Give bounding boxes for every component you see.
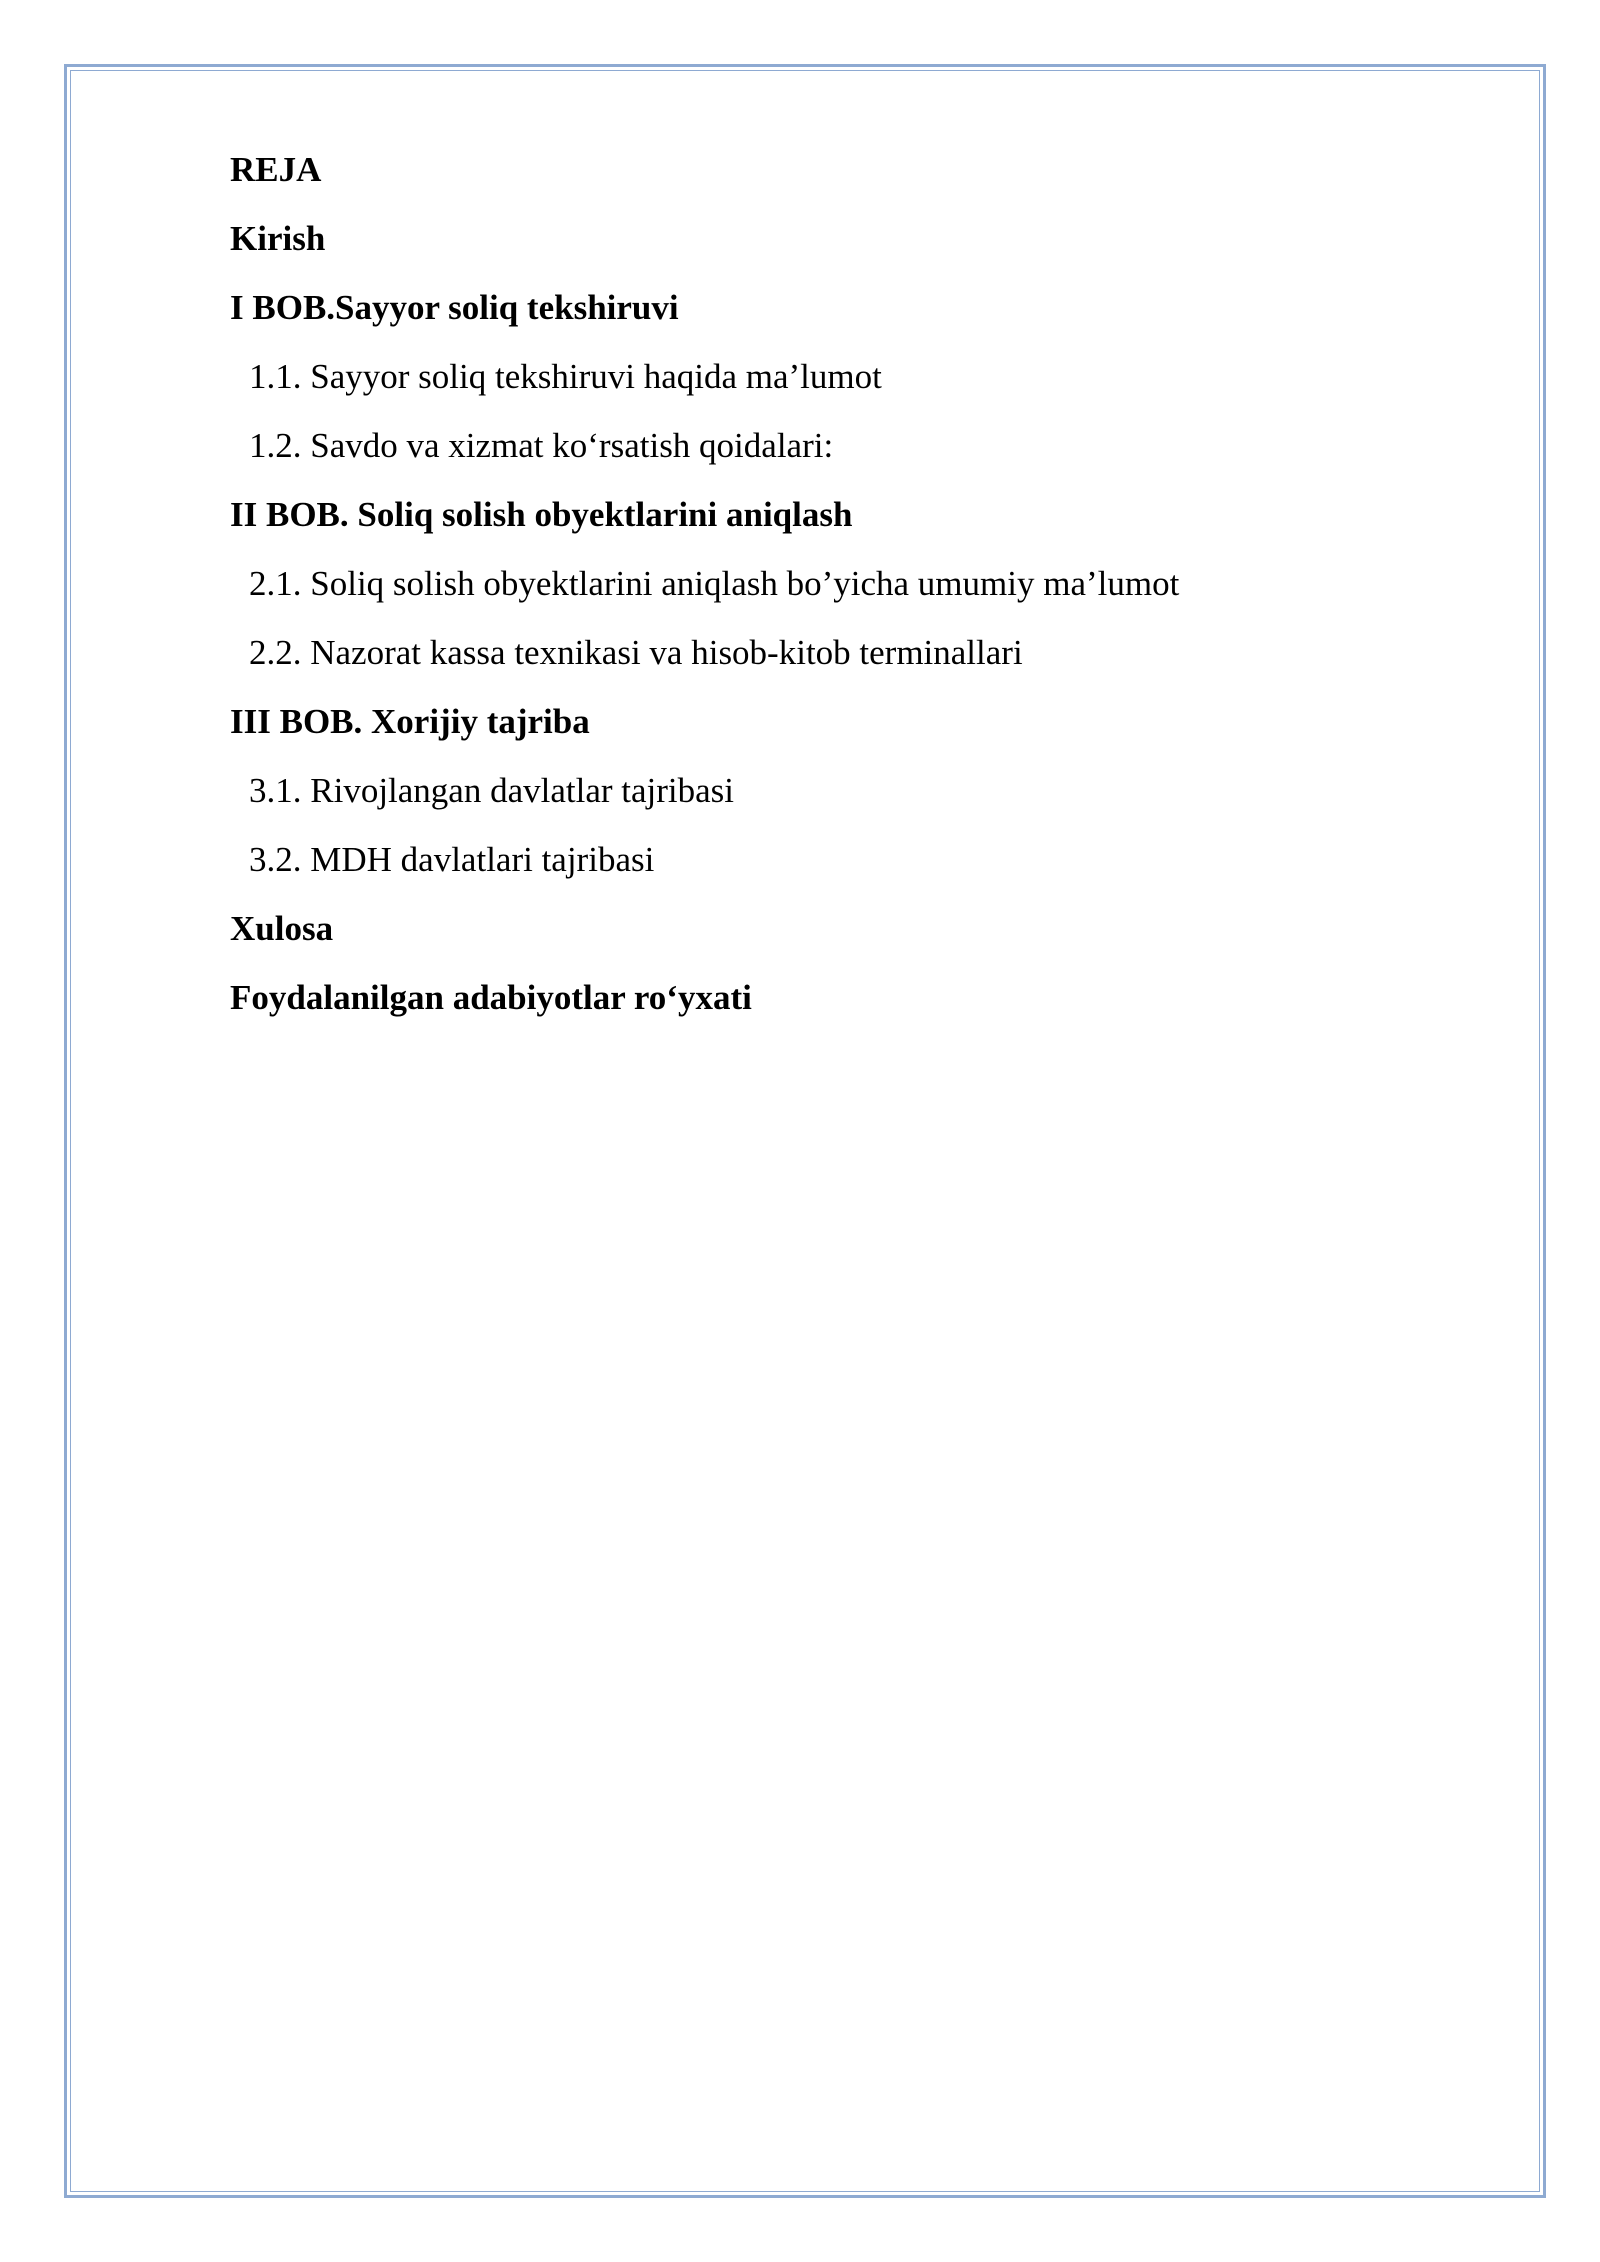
toc-references: Foydalanilgan adabiyotlar ro‘yxati bbox=[230, 978, 752, 1017]
toc-section-1-1: 1.1. Sayyor soliq tekshiruvi haqida ma’lumot bbox=[249, 357, 882, 396]
toc-chapter-1: I BOB.Sayyor soliq tekshiruvi bbox=[230, 288, 679, 327]
toc-section-3-1: 3.1. Rivojlangan davlatlar tajribasi bbox=[249, 771, 735, 810]
toc-section-2-2: 2.2. Nazorat kassa texnikasi va hisob-kitob terminallari bbox=[249, 633, 1023, 672]
toc-section-1-2: 1.2. Savdo va xizmat ko‘rsatish qoidalari: bbox=[249, 426, 834, 465]
toc-section-2-1: 2.1. Soliq solish obyektlarini aniqlash bo’yicha umumiy ma’lumot bbox=[249, 564, 1180, 603]
toc-chapter-2: II BOB. Soliq solish obyektlarini aniqlash bbox=[230, 495, 853, 534]
plan-title: REJA bbox=[230, 150, 322, 189]
toc-section-3-2: 3.2. MDH davlatlari tajribasi bbox=[249, 840, 655, 879]
document-body bbox=[230, 150, 1430, 1047]
toc-chapter-3: III BOB. Xorijiy tajriba bbox=[230, 702, 590, 741]
toc-conclusion: Xulosa bbox=[230, 909, 334, 948]
toc-introduction: Kirish bbox=[230, 219, 326, 258]
